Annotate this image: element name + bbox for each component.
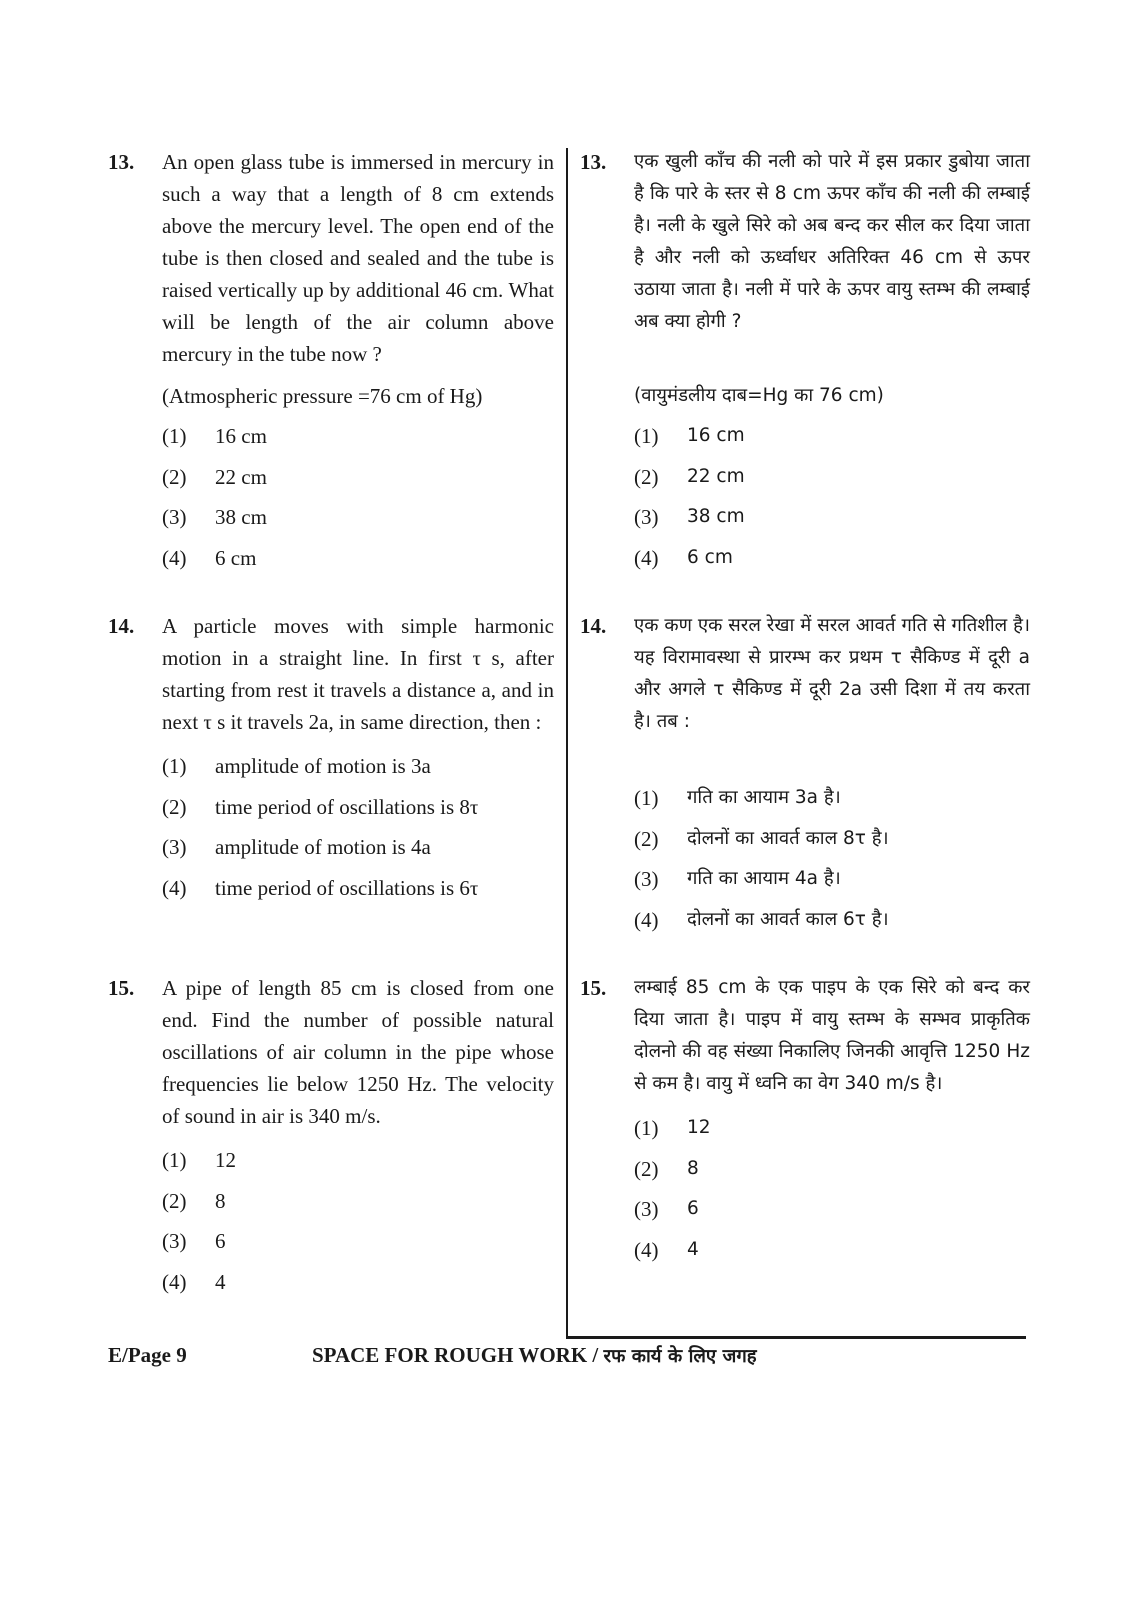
rough-work-label-en: SPACE FOR ROUGH WORK / bbox=[312, 1343, 599, 1367]
question-text: A pipe of length 85 cm is closed from one end. Find the number of possible natural oscillations of air column in the pipe whose frequencies lie below 1250 Hz. The velocity of sound in air is 340 m/s. bbox=[162, 976, 554, 1128]
option-text: गति का आयाम 4a है। bbox=[687, 868, 841, 889]
option-number: (3) bbox=[162, 835, 187, 859]
option bbox=[162, 1142, 554, 1183]
option-number: (2) bbox=[634, 826, 659, 851]
question-text: An open glass tube is immersed in mercury in such a way that a length of 8 cm extends above the mercury level. The open end of the tube is then closed and sealed and the tube is raised vertically up by additional 46 cm. What will be length of the air column above mercury in the tube now ? bbox=[162, 150, 554, 366]
option-number: (3) bbox=[634, 1197, 659, 1221]
option bbox=[634, 540, 1030, 581]
question-13-en bbox=[108, 146, 554, 580]
option bbox=[162, 1183, 554, 1224]
options-list bbox=[634, 1110, 1030, 1272]
question-text: एक कण एक सरल रेखा में सरल आवर्त गति से गतिशील है। यह विरामावस्था से प्रारम्भ कर प्रथम τ सैकिण्ड में दूरी a और अगले τ सैकिण्ड में दूरी 2a उसी दिशा में तय करता है। तब : bbox=[634, 615, 1030, 732]
option-number: (1) bbox=[634, 424, 659, 448]
option-text: 6 cm bbox=[687, 546, 733, 568]
options-list bbox=[162, 1142, 554, 1304]
question-text: लम्बाई 85 cm के एक पाइप के एक सिरे को बन्द कर दिया जाता है। पाइप में वायु स्तम्भ के सम्भव प्राकृतिक दोलनो की वह संख्या निकालिए जिनकी आवृत्ति 1250 Hz से कम है। वायु में ध्वनि का वेग 340 m/s है। bbox=[634, 977, 1030, 1094]
option bbox=[634, 821, 1030, 862]
option-number: (1) bbox=[162, 1148, 187, 1172]
option bbox=[634, 1110, 1030, 1151]
question-number: 15. bbox=[108, 976, 135, 1000]
option bbox=[162, 540, 554, 581]
rough-work-label bbox=[312, 1340, 757, 1372]
question-number: 14. bbox=[108, 614, 135, 638]
option-number: (4) bbox=[162, 545, 187, 570]
option-number: (3) bbox=[162, 505, 187, 529]
option-number: (4) bbox=[162, 875, 187, 900]
question-number: 14. bbox=[580, 614, 607, 638]
option-text: 38 cm bbox=[215, 505, 267, 529]
option-number: (4) bbox=[634, 1237, 659, 1262]
question-14-en bbox=[108, 610, 554, 910]
option bbox=[634, 780, 1030, 821]
option-text: 6 bbox=[215, 1229, 226, 1253]
footer-rule bbox=[566, 1336, 1026, 1339]
option bbox=[634, 459, 1030, 500]
options-list bbox=[162, 418, 554, 580]
option-number: (3) bbox=[634, 867, 659, 891]
options-list bbox=[634, 780, 1030, 942]
option-text: 4 bbox=[215, 1269, 226, 1294]
option-number: (3) bbox=[634, 505, 659, 529]
option-text: 12 bbox=[215, 1148, 236, 1172]
question-text: एक खुली काँच की नली को पारे में इस प्रकार डुबोया जाता है कि पारे के स्तर से 8 cm ऊपर काँच की नली की लम्बाई है। नली के खुले सिरे को अब बन्द कर सील कर दिया जाता है और नली को ऊर्ध्वाधर अतिरिक्त 46 cm से ऊपर उठाया जाता है। नली में पारे के ऊपर वायु स्तम्भ की लम्बाई अब क्या होगी ? bbox=[634, 151, 1030, 332]
question-number: 15. bbox=[580, 976, 607, 1000]
option-number: (1) bbox=[634, 786, 659, 810]
option-text: 4 bbox=[687, 1238, 699, 1260]
option-text: दोलनों का आवर्त काल 8τ है। bbox=[687, 827, 889, 849]
option bbox=[634, 1232, 1030, 1273]
option-text: 22 cm bbox=[687, 465, 745, 487]
question-14-hi bbox=[580, 610, 1030, 942]
option-text: 6 bbox=[687, 1198, 699, 1219]
option bbox=[162, 789, 554, 830]
question-number: 13. bbox=[108, 150, 135, 174]
option bbox=[634, 902, 1030, 943]
question-13-hi bbox=[580, 146, 1030, 580]
option-number: (2) bbox=[634, 464, 659, 489]
option bbox=[162, 1223, 554, 1264]
question-15-en bbox=[108, 972, 554, 1304]
option-text: 8 bbox=[687, 1157, 699, 1179]
rough-work-label-hi: रफ कार्य के लिए जगह bbox=[603, 1346, 757, 1367]
option-number: (1) bbox=[162, 754, 187, 778]
option bbox=[634, 1191, 1030, 1232]
option-text: 38 cm bbox=[687, 506, 745, 527]
option bbox=[634, 1151, 1030, 1192]
option-text: 6 cm bbox=[215, 545, 257, 570]
options-list bbox=[634, 418, 1030, 580]
option-number: (2) bbox=[162, 794, 187, 819]
option bbox=[634, 861, 1030, 902]
option-number: (4) bbox=[634, 907, 659, 932]
question-number: 13. bbox=[580, 150, 607, 174]
option bbox=[162, 418, 554, 459]
option bbox=[634, 418, 1030, 459]
option-text: गति का आयाम 3a है। bbox=[687, 787, 841, 808]
option-number: (4) bbox=[162, 1269, 187, 1294]
option-text: 12 bbox=[687, 1117, 711, 1138]
option-number: (3) bbox=[162, 1229, 187, 1253]
column-divider bbox=[566, 148, 568, 1338]
option-text: time period of oscillations is 6τ bbox=[215, 875, 479, 900]
option-number: (2) bbox=[162, 1188, 187, 1213]
option-text: amplitude of motion is 3a bbox=[215, 754, 431, 778]
option-number: (2) bbox=[634, 1156, 659, 1181]
option-text: 22 cm bbox=[215, 464, 267, 489]
option-text: दोलनों का आवर्त काल 6τ है। bbox=[687, 908, 889, 930]
question-note: (वायुमंडलीय दाब=Hg का 76 cm) bbox=[634, 385, 884, 406]
question-note: (Atmospheric pressure =76 cm of Hg) bbox=[162, 384, 483, 408]
option bbox=[162, 870, 554, 911]
option-number: (2) bbox=[162, 464, 187, 489]
option bbox=[162, 748, 554, 789]
question-text: A particle moves with simple harmonic motion in a straight line. In first τ s, after starting from rest it travels a distance a, and in next τ s it travels 2a, in same direction, then : bbox=[162, 614, 554, 734]
option bbox=[634, 499, 1030, 540]
page-number: E/Page 9 bbox=[108, 1343, 187, 1367]
option-text: 16 cm bbox=[687, 425, 745, 446]
options-list bbox=[162, 748, 554, 910]
option-number: (1) bbox=[634, 1116, 659, 1140]
option bbox=[162, 1264, 554, 1305]
option bbox=[162, 829, 554, 870]
question-15-hi bbox=[580, 972, 1030, 1272]
option-text: 8 bbox=[215, 1188, 226, 1213]
option-text: time period of oscillations is 8τ bbox=[215, 794, 479, 819]
option-text: 16 cm bbox=[215, 424, 267, 448]
option-text: amplitude of motion is 4a bbox=[215, 835, 431, 859]
option bbox=[162, 459, 554, 500]
option-number: (1) bbox=[162, 424, 187, 448]
option-number: (4) bbox=[634, 545, 659, 570]
option bbox=[162, 499, 554, 540]
